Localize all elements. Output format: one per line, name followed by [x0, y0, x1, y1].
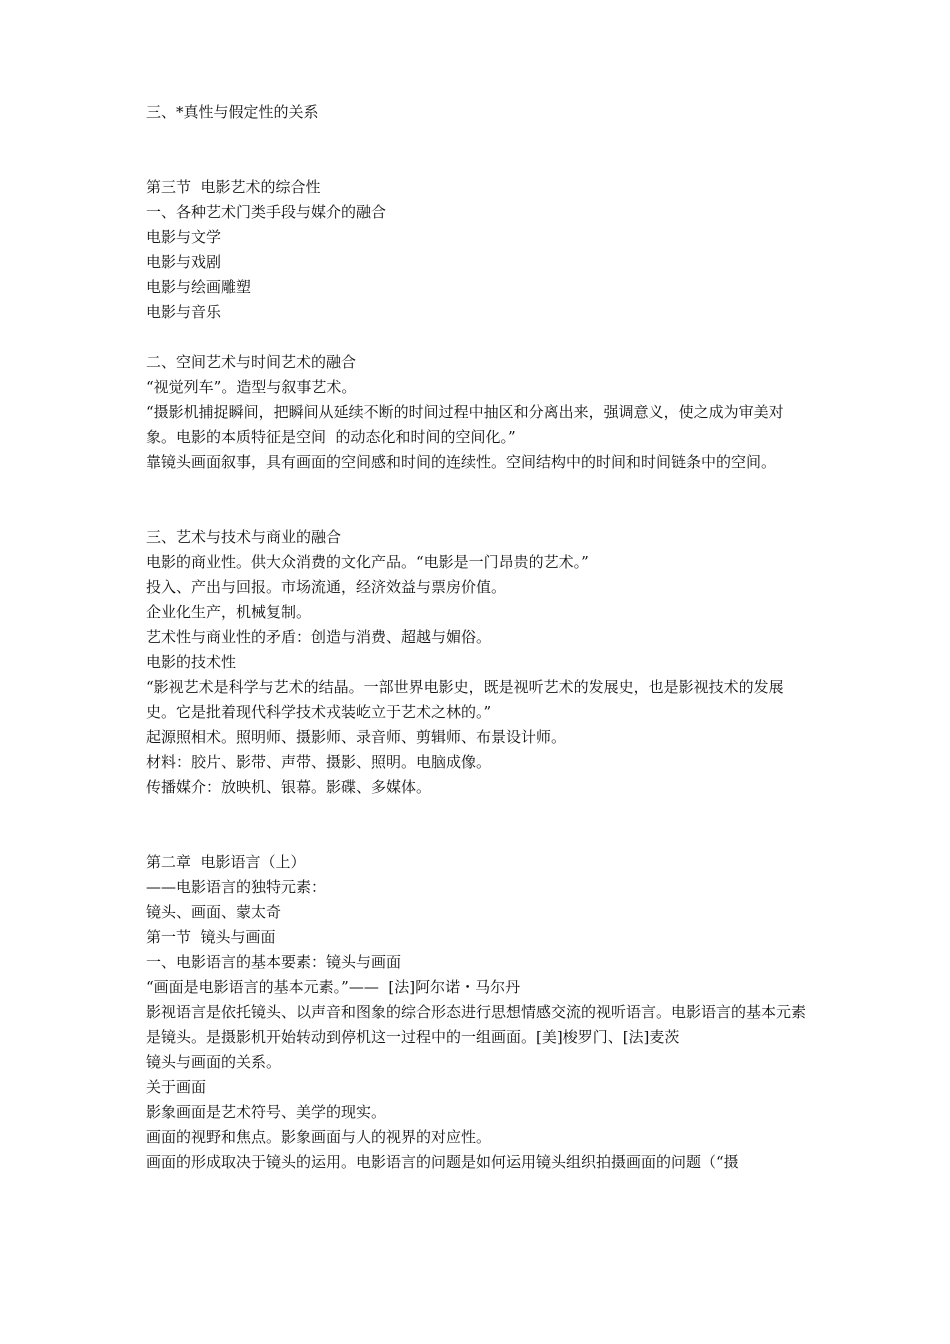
text-line: 三、*真性与假定性的关系: [146, 103, 319, 121]
text-line: 电影与绘画雕塑: [146, 278, 252, 296]
section-art-tech-business: [146, 525, 812, 800]
quote-line: “画面是电影语言的基本元素。”—— [法]阿尔诺・马尔丹: [146, 978, 521, 996]
text-line: 材料：胶片、影带、声带、摄影、照明。电脑成像。: [146, 753, 492, 771]
text-paragraph: 靠镜头画面叙事，具有画面的空间感和时间的连续性。空间结构中的时间和时间链条中的空间。: [146, 453, 777, 471]
section-heading-realism: [146, 100, 812, 125]
spacer: [146, 800, 812, 850]
text-line: 企业化生产，机械复制。: [146, 603, 312, 621]
subsection-title: 一、电影语言的基本要素：镜头与画面: [146, 953, 402, 971]
chapter-title: 第二章 电影语言（上）: [146, 853, 306, 871]
section-title: 第一节 镜头与画面: [146, 928, 276, 946]
spacer: [146, 475, 812, 525]
text-line: 电影的商业性。供大众消费的文化产品。“电影是一门昂贵的艺术。”: [146, 553, 589, 571]
text-line: 艺术性与商业性的矛盾：创造与消费、超越与媚俗。: [146, 628, 492, 646]
text-line: 投入、产出与回报。市场流通，经济效益与票房价值。: [146, 578, 507, 596]
quote-paragraph: “影视艺术是科学与艺术的结晶。一部世界电影史，既是视听艺术的发展史，也是影视技术的发展史。它是批着现代科学技术戎装屹立于艺术之林的。”: [146, 678, 784, 721]
spacer: [146, 125, 812, 175]
subsection-title: 一、各种艺术门类手段与媒介的融合: [146, 203, 387, 221]
text-paragraph: 影视语言是依托镜头、以声音和图象的综合形态进行思想情感交流的视听语言。电影语言的基本元素是镜头。是摄影机开始转动到停机这一过程中的一组画面。[美]梭罗门、[法]麦茨: [146, 1003, 807, 1046]
quote-paragraph: “摄影机捕捉瞬间，把瞬间从延续不断的时间过程中抽区和分离出来，强调意义，使之成为审美对象。电影的本质特征是空间 的动态化和时间的空间化。”: [146, 403, 784, 446]
subsection-title: 二、空间艺术与时间艺术的融合: [146, 353, 357, 371]
text-line: ——电影语言的独特元素：: [146, 878, 327, 896]
section-title: 第三节 电影艺术的综合性: [146, 178, 321, 196]
section-film-synthesis: [146, 175, 812, 325]
text-line: 传播媒介：放映机、银幕。影碟、多媒体。: [146, 778, 432, 796]
text-line: 电影的技术性: [146, 653, 237, 671]
spacer: [146, 325, 812, 350]
document-body: [146, 100, 812, 1175]
section-space-time: [146, 350, 812, 475]
text-line: 电影与音乐: [146, 303, 222, 321]
text-line: 电影与戏剧: [146, 253, 222, 271]
text-line: “视觉列车”。造型与叙事艺术。: [146, 378, 357, 396]
text-line: 镜头与画面的关系。: [146, 1053, 282, 1071]
text-line: 镜头、画面、蒙太奇: [146, 903, 282, 921]
subsection-title: 三、艺术与技术与商业的融合: [146, 528, 342, 546]
text-line: 画面的形成取决于镜头的运用。电影语言的问题是如何运用镜头组织拍摄画面的问题（“摄: [146, 1153, 739, 1171]
chapter-film-language: [146, 850, 812, 1175]
text-line: 画面的视野和焦点。影象画面与人的视界的对应性。: [146, 1128, 492, 1146]
text-line: 关于画面: [146, 1078, 207, 1096]
text-line: 电影与文学: [146, 228, 222, 246]
text-line: 起源照相术。照明师、摄影师、录音师、剪辑师、布景设计师。: [146, 728, 567, 746]
text-line: 影象画面是艺术符号、美学的现实。: [146, 1103, 387, 1121]
